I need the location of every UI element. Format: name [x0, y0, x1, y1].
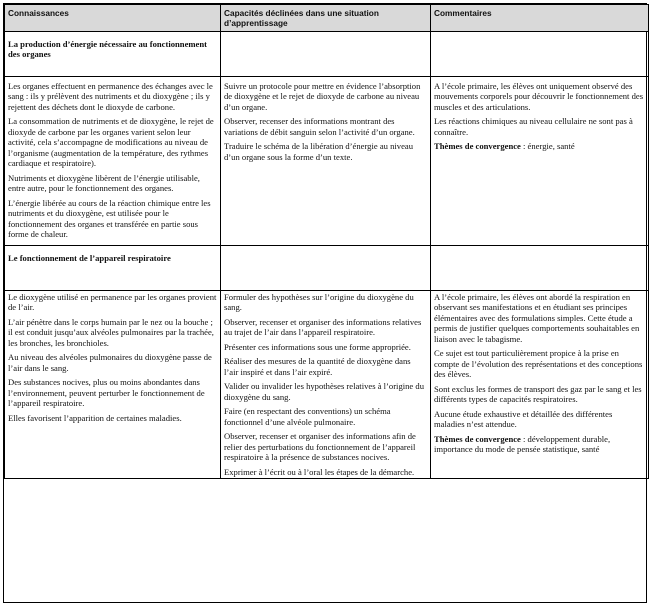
section1-title-row	[5, 32, 649, 77]
section2-connaissance: L’air pénètre dans le corps humain par le nez ou la bouche ; il est conduit jusqu’aux alvéoles pulmonaires par la trachée, les bronches, les bronchioles.	[8, 316, 214, 348]
section2-connaissance: Des substances nocives, plus ou moins abondantes dans l’environnement, peuvent perturber le fonctionnement de l’appareil respiratoire.	[8, 377, 205, 409]
section2-themes	[434, 434, 645, 455]
header-row	[5, 5, 649, 32]
section2-connaissance: Le dioxygène utilisé en permanence par les organes provient de l’air.	[8, 291, 217, 313]
section1-themes-value: : énergie, santé	[520, 141, 575, 152]
section2-connaissance: Elles favorisent l’apparition de certaines maladies.	[8, 412, 182, 423]
section1-connaissance: Les organes effectuent en permanence des échanges avec le sang : ils y prélèvent des nutriments et du dioxygène ; ils y rejettent des déchets dont le dioxyde de carbone.	[8, 81, 213, 112]
curriculum-table-frame	[3, 3, 647, 603]
section1-themes	[434, 141, 645, 151]
section2-capacite: Présenter ces informations sous une forme appropriée.	[224, 341, 411, 352]
section2-title-empty-cell	[221, 245, 431, 290]
section2-capacite: Observer, recenser et organiser des informations afin de relier des perturbations du fonctionnement de l’appareil respiratoire à la présence de substances nocives.	[224, 431, 416, 463]
section1-capacite: Observer, recenser des informations montrant des variations de débit sanguin selon l’activité d’un organe.	[224, 116, 415, 137]
section2-commentaire: A l’école primaire, les élèves ont abordé la respiration en observant ses manifestations et en étudiant ses principes élémentaires avec des formulations simples. Cette étude a permis de justifier quelques comportements souhaitables en liaison avec le tabagisme.	[434, 291, 640, 344]
section1-content-row	[5, 77, 649, 246]
section1-commentaire: Les réactions chimiques au niveau cellulaire ne sont pas à connaître.	[434, 116, 633, 137]
section1-commentaires-cell	[431, 77, 649, 246]
section2-capacite: Observer, recenser et organiser des informations relatives au trajet de l’air dans l’appareil respiratoire.	[224, 316, 422, 338]
section1-connaissance: Nutriments et dioxygène libèrent de l’énergie utilisable, entre autre, pour le fonctionnement des organes.	[8, 172, 200, 194]
section1-capacite: Traduire le schéma de la libération d’énergie au niveau d’un organe sous la forme d’un texte.	[224, 141, 413, 162]
section2-commentaires-cell	[431, 290, 649, 478]
section1-connaissance: La consommation de nutriments et de dioxygène, le rejet de dioxyde de carbone par les organes varient selon leur activité, cela s’accompagne de modifications au niveau de l’organisme (augmentation de la température, des rythmes cardiaque et respiratoire).	[8, 116, 214, 169]
section2-commentaire: Aucune étude exhaustive et détaillée des différentes maladies n’est attendue.	[434, 408, 613, 430]
curriculum-table	[4, 4, 649, 479]
section1-capacites-cell	[221, 77, 431, 246]
section2-capacite: Valider ou invalider les hypothèses relatives à l’origine du dioxygène du sang.	[224, 381, 424, 402]
header-connaissances: Connaissances	[5, 5, 221, 32]
section2-content-row	[5, 290, 649, 478]
section2-themes-label: Thèmes de convergence	[434, 433, 521, 444]
section1-themes-label: Thèmes de convergence	[434, 141, 521, 152]
section2-capacites-cell	[221, 290, 431, 478]
section2-connaissances-cell	[5, 290, 221, 478]
section2-title-row	[5, 245, 649, 290]
section2-connaissance: Au niveau des alvéoles pulmonaires du dioxygène passe de l’air dans le sang.	[8, 352, 212, 373]
section2-capacite: Faire (en respectant des conventions) un schéma fonctionnel d’une alvéole pulmonaire.	[224, 406, 391, 427]
section1-connaissances-cell	[5, 77, 221, 246]
section2-themes-value: : développement durable, importance du mode de pensée statistique, santé	[434, 433, 611, 455]
section2-title: Le fonctionnement de l’appareil respiratoire	[5, 245, 221, 290]
section2-commentaire: Ce sujet est tout particulièrement propice à la prise en compte de l’évolution des représentations et des conceptions des élèves.	[434, 348, 643, 380]
section2-capacite: Réaliser des mesures de la quantité de dioxygène dans l’air inspiré et dans l’air expiré.	[224, 356, 411, 377]
section1-title: La production d’énergie nécessaire au fonctionnement des organes	[5, 32, 221, 77]
section2-capacite: Exprimer à l’écrit ou à l’oral les étapes de la démarche.	[224, 466, 415, 477]
header-commentaires: Commentaires	[431, 5, 649, 32]
section2-commentaire: Sont exclus les formes de transport des gaz par le sang et les différents types de capacités respiratoires.	[434, 383, 642, 405]
section1-capacite: Suivre un protocole pour mettre en évidence l’absorption de dioxygène et le rejet de dioxyde de carbone au niveau d’un organe.	[224, 81, 421, 112]
section2-title-empty-cell	[431, 245, 649, 290]
section1-title-empty-cell	[431, 32, 649, 77]
section2-capacite: Formuler des hypothèses sur l’origine du dioxygène du sang.	[224, 291, 414, 313]
header-capacites: Capacités déclinées dans une situation d’apprentissage	[221, 5, 431, 32]
section1-commentaire: A l’école primaire, les élèves ont uniquement observé des mouvements corporels pour découvrir le fonctionnement des muscles et des articulations.	[434, 81, 644, 112]
section1-connaissance: L’énergie libérée au cours de la réaction chimique entre les nutriments et du dioxygène, est utilisée pour le fonctionnement des organes et transférée en partie sous forme de chaleur.	[8, 197, 211, 240]
section1-title-empty-cell	[221, 32, 431, 77]
